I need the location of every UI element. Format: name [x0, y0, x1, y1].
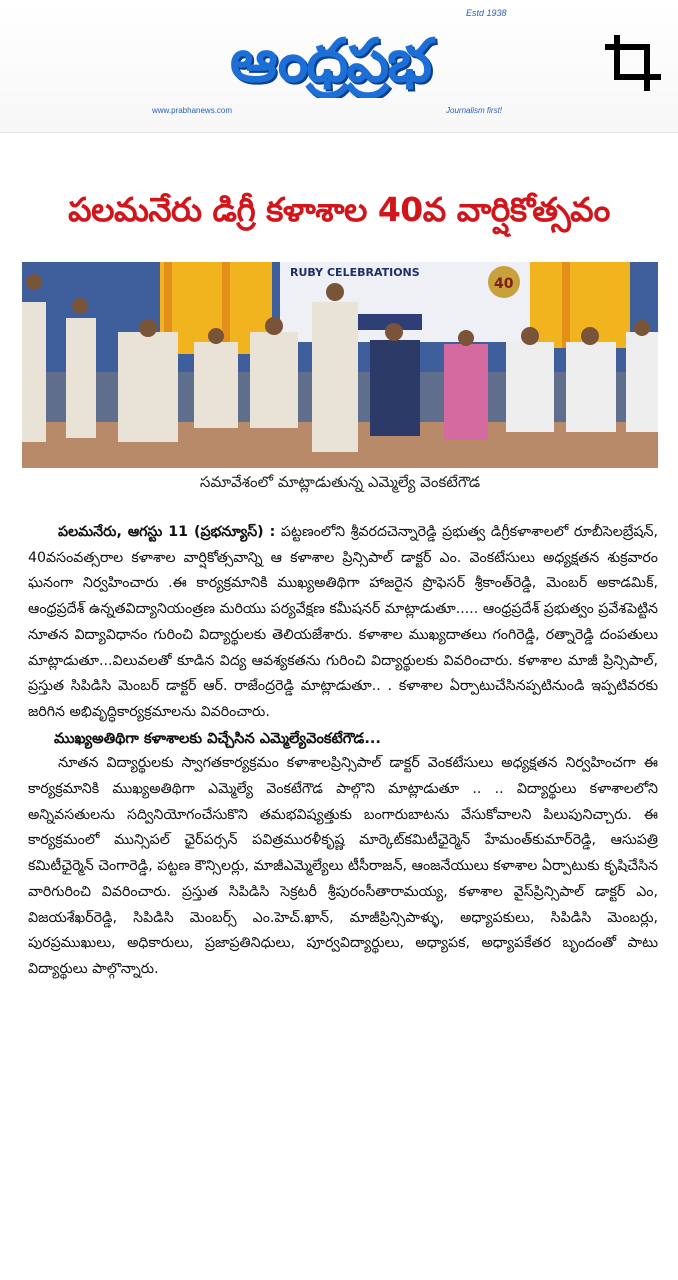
paragraph-2: నూతన విద్యార్థులకు స్వాగతకార్యక్రమం కళాశాలప్రిన్సిపాల్ డాక్టర్ వెంకటేసులు అధ్యక్షతన నిర్వహించగా ఈ కార్యక్రమానికి ముఖ్యఅతిథిగా ఎమ్మెల్యే వెంకటేగౌడ పాల్గొని మాట్లాడుతూ .. .. విద్యార్థులు కళాశాలలోని అన్నివసతులను సద్వినియోగంచేసుకొని తమభవిష్యత్తుకు బంగారుబాటను వేసుకోవాలని పిలుపునిచ్చారు. ఈ కార్యక్రమంలో మున్సిపల్ ఛైర్‌పర్సన్ పవిత్రమురళీకృష్ణ మార్కెట్‌కమిటీఛైర్మెన్ హేమంత్‌కుమార్‌రెడ్డి, ఆసుపత్రి కమిటీఛైర్మెన్ చెంగారెడ్డి, పట్టణ కౌన్సిలర్లు, మాజీఎమ్మెల్యేలు టీసీరాజన్, ఆంజనేయులు కళాశాల ఏర్పాటుకు కృషిచేసిన వారిగురించి వివరించారు. ప్రస్తుత సిపిడిసి సెక్రటరీ శ్రీపురంసీతారామయ్య, కళాశాల వైస్‌ప్రిన్సిపాల్ డాక్టర్ ఎం, విజయశేఖర్‌రెడ్డి, సిపిడిసి మెంబర్స్ ఎం.హెచ్.ఖాన్, మాజీప్రిన్సిపాళ్ళు, అధ్యాపకులు, సిపిడిసి మెంబర్లు, పురప్రముఖులు, అధికారులు, ప్రజాప్రతినిధులు, పూర్వవిద్యార్థులు, అధ్యాపక, అధ్యాపకేతర బృందంతో పాటు విద్యార్థులు పాల్గొన్నారు. — [28, 755, 658, 977]
newspaper-logo: ఆంధ్రప్రభ — [229, 26, 431, 96]
subheading: ముఖ్యఅతిథిగా కళాశాలకు విచ్చేసిన ఎమ్మెల్యేవెంకటేగౌడ... — [54, 729, 381, 747]
masthead — [0, 0, 678, 133]
article-body — [28, 520, 658, 983]
paragraph-1 — [28, 520, 658, 726]
crop-icon[interactable] — [603, 33, 663, 93]
photo-badge-text: 40 — [494, 276, 514, 292]
site-url: www.prabhanews.com — [152, 106, 233, 115]
paragraph-1-text: పట్టణంలోని శ్రీవరదచెన్నారెడ్డి ప్రభుత్వ డిగ్రీకళాశాలలో రూబీసెలబ్రేషన్, 40వసంవత్సరాల కళాశాల వార్షికోత్సవాన్ని ఆ కళాశాల ప్రిన్సిపాల్ డాక్టర్ ఎం. వెంకటేసులు అధ్యక్షతన శుక్రవారం ఘనంగా నిర్వహించారు .ఈ కార్యక్రమానికి ముఖ్యఅతిథిగా హాజరైన ప్రొఫెసర్ శ్రీకాంత్‌రెడ్డి, మెంబర్ అకాడమిక్, ఆంధ్రప్రదేశ్ ఉన్నతవిద్యానియంత్రణ మరియు పర్యవేక్షణ కమీషనర్ మాట్లాడుతూ..... ఆంధ్రప్రదేశ్ ప్రభుత్వం ప్రవేశపెట్టిన నూతన విద్యావిధానం గురించి విద్యార్థులకు తెలియజేశారు. కళాశాల ముఖ్యదాతలు గంగిరెడ్డి, రత్నారెడ్డి దంపతులు మాట్లాడుతూ...విలువలతో కూడిన విద్య ఆవశ్యకతను గురించి విద్యార్థులకు వివరించారు. కళాశాల మాజీ ప్రిన్సిపాల్, ప్రస్తుత సిపిడిసి మెంబర్ డాక్టర్ ఆర్. రాజేంద్రరెడ్డి మాట్లాడుతూ.. . కళాశాల ఏర్పాటుచేసినప్పటినుండి ఇప్పటివరకు జరిగిన అభివృద్ధికార్యక్రమాలను వివరించారు. — [28, 524, 658, 720]
photo-caption: సమావేశంలో మాట్లాడుతున్న ఎమ్మెల్యే వెంకటేగౌడ — [199, 473, 481, 491]
event-photo — [22, 262, 658, 468]
tagline: Journalism first! — [446, 106, 503, 115]
photo-banner-text: RUBY CELEBRATIONS — [290, 266, 420, 279]
estd-label: Estd 1938 — [466, 8, 507, 18]
dateline: పలమనేరు, ఆగస్టు 11 (ప్రభన్యూస్) : — [58, 524, 276, 540]
headline: పలమనేరు డిగ్రీ కళాశాల 40వ వార్షికోత్సవం — [68, 190, 610, 229]
